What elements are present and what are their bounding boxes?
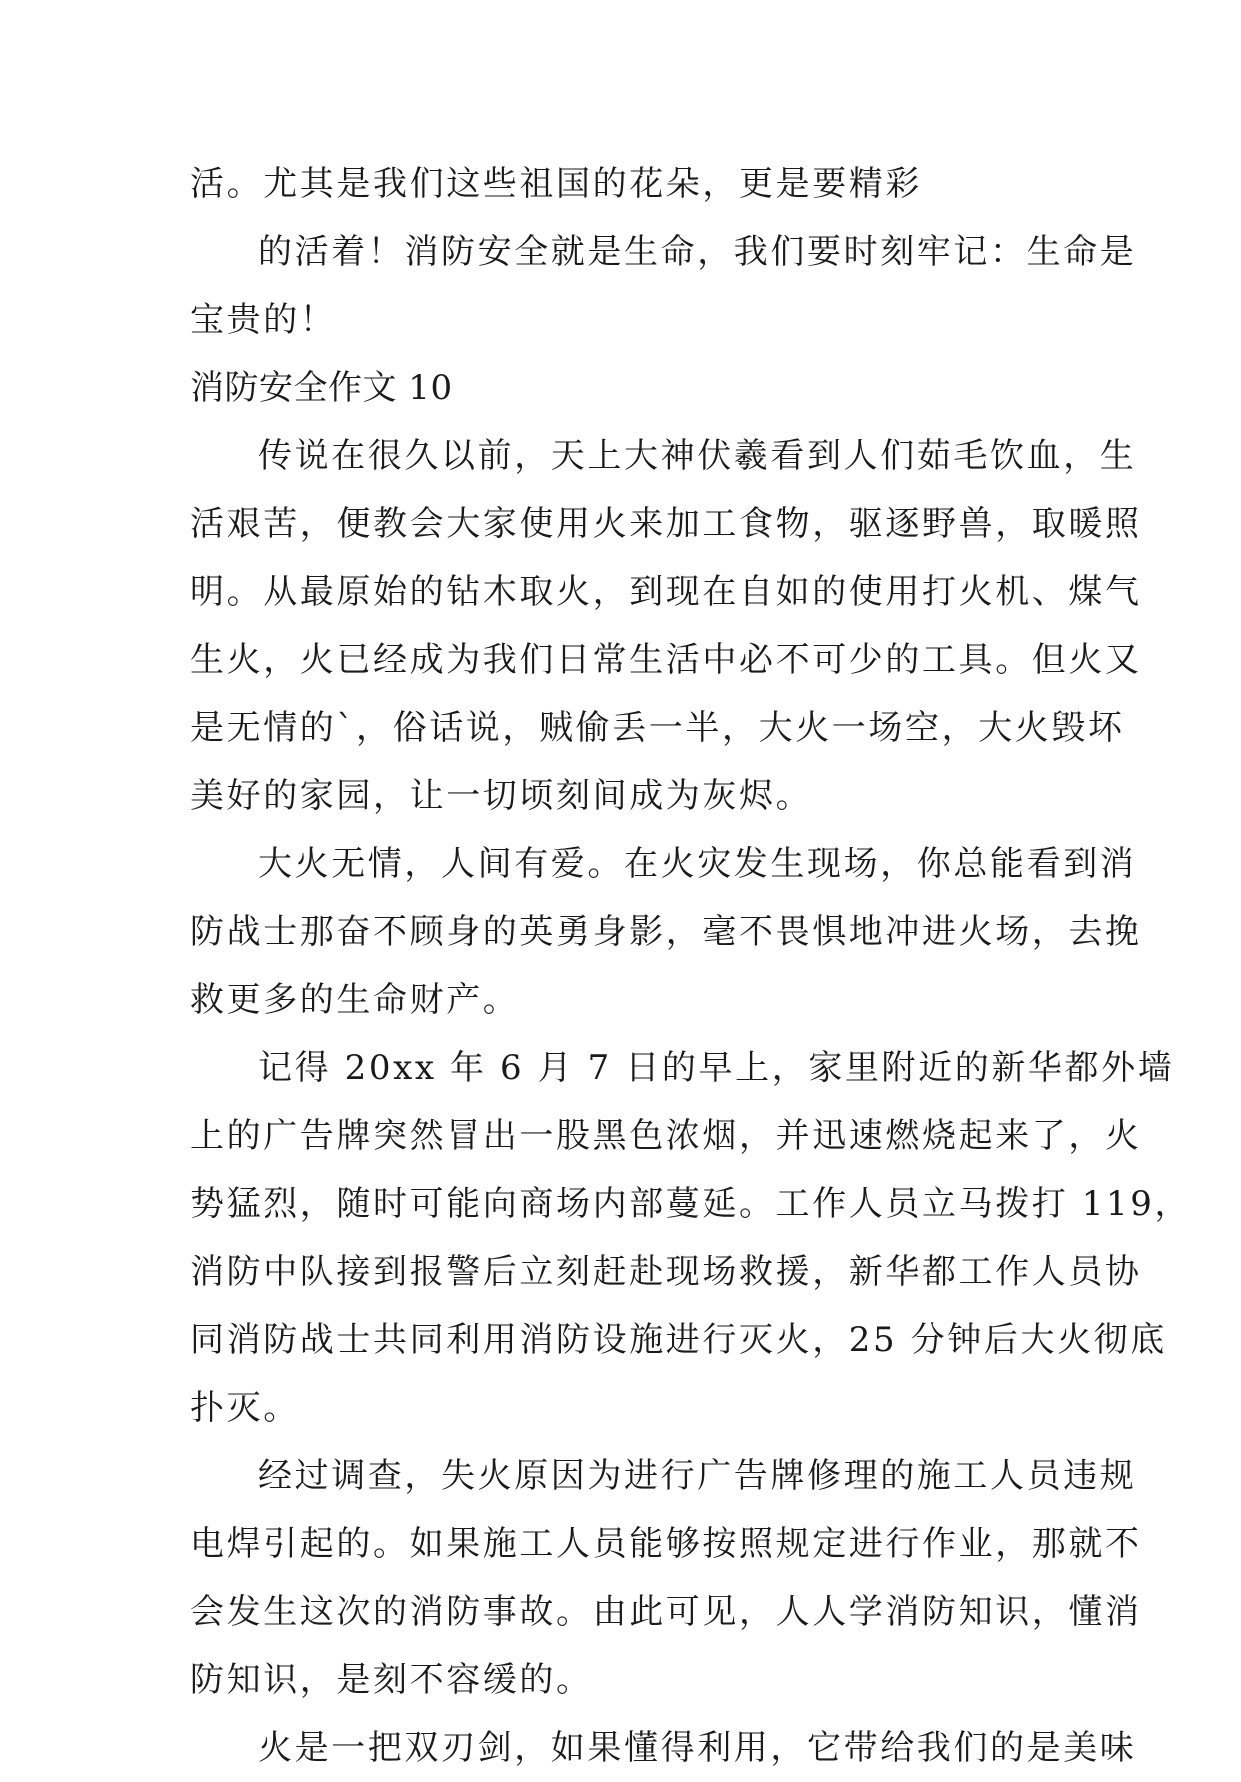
text-line: 生火，火已经成为我们日常生活中必不可少的工具。但火又	[190, 640, 1142, 680]
text-line: 传说在很久以前，天上大神伏羲看到人们茹毛饮血，生	[258, 436, 1137, 476]
text-line: 活。尤其是我们这些祖国的花朵，更是要精彩	[190, 164, 922, 204]
text-line: 活艰苦，便教会大家使用火来加工食物，驱逐野兽，取暖照	[190, 504, 1142, 544]
text-line: 宝贵的！	[190, 300, 337, 340]
text-line: 防知识，是刻不容缓的。	[190, 1660, 593, 1700]
text-line: 大火无情，人间有爱。在火灾发生现场，你总能看到消	[258, 844, 1137, 884]
text-line: 的活着！消防安全就是生命，我们要时刻牢记：生命是	[258, 232, 1137, 272]
text-line: 经过调查，失火原因为进行广告牌修理的施工人员违规	[258, 1456, 1137, 1496]
text-line: 是无情的`，俗话说，贼偷丢一半，大火一场空，大火毁坏	[190, 708, 1125, 748]
text-line: 电焊引起的。如果施工人员能够按照规定进行作业，那就不	[190, 1524, 1142, 1564]
section-heading: 消防安全作文 10	[190, 368, 453, 408]
text-line: 明。从最原始的钻木取火，到现在自如的使用打火机、煤气	[190, 572, 1142, 612]
text-line: 记得 20xx 年 6 月 7 日的早上，家里附近的新华都外墙	[258, 1048, 1175, 1088]
text-line: 扑灭。	[190, 1388, 300, 1428]
text-line: 势猛烈，随时可能向商场内部蔓延。工作人员立马拨打 119，	[190, 1184, 1192, 1224]
text-line: 上的广告牌突然冒出一股黑色浓烟，并迅速燃烧起来了，火	[190, 1116, 1142, 1156]
text-line: 同消防战士共同利用消防设施进行灭火，25 分钟后大火彻底	[190, 1320, 1167, 1360]
text-line: 救更多的生命财产。	[190, 980, 520, 1020]
document-body	[190, 150, 1192, 1782]
text-line: 消防中队接到报警后立刻赶赴现场救援，新华都工作人员协	[190, 1252, 1142, 1292]
text-line: 会发生这次的消防事故。由此可见，人人学消防知识，懂消	[190, 1592, 1142, 1632]
text-line: 火是一把双刃剑，如果懂得利用，它带给我们的是美味	[258, 1728, 1137, 1768]
text-line: 美好的家园，让一切顷刻间成为灰烬。	[190, 776, 813, 816]
text-line: 防战士那奋不顾身的英勇身影，毫不畏惧地冲进火场，去挽	[190, 912, 1142, 952]
